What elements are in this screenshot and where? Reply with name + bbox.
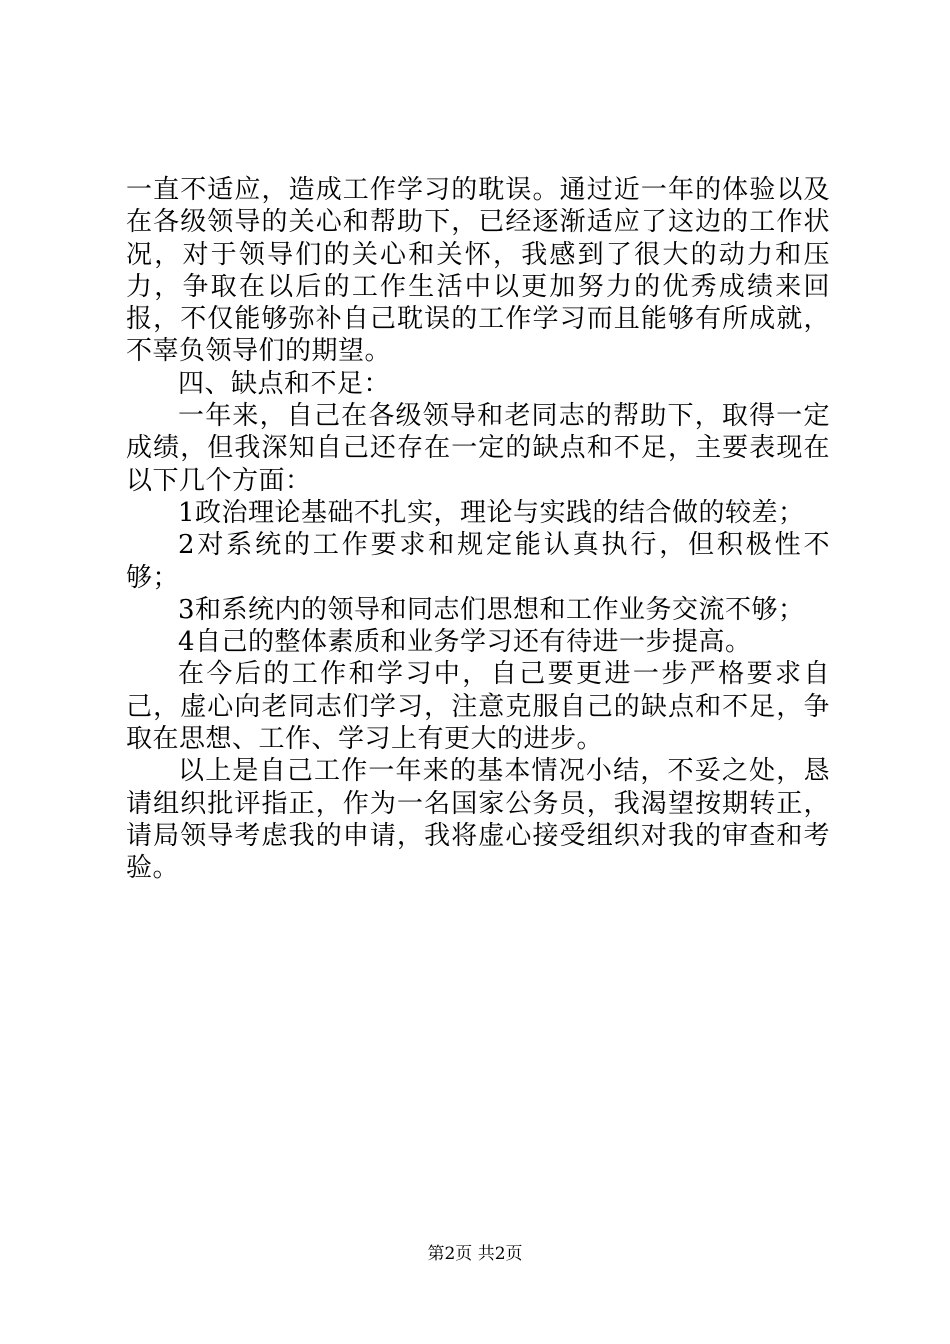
list-item-4: 4自己的整体素质和业务学习还有待进一步提高。 [178, 627, 752, 658]
section-heading-shortcomings: 四、缺点和不足： [178, 368, 391, 399]
list-item-2: 2对系统的工作要求和规定能认真执行，但积极性不够； [126, 530, 830, 593]
document-body [126, 174, 830, 885]
list-item-1: 1政治理论基础不扎实，理论与实践的结合做的较差； [178, 497, 805, 528]
paragraph-shortcomings-intro: 一年来，自己在各级领导和老同志的帮助下，取得一定成绩，但我深知自己还存在一定的缺点和不足，主要表现在以下几个方面： [126, 401, 830, 496]
paragraph-conclusion: 以上是自己工作一年来的基本情况小结，不妥之处，恳请组织批评指正，作为一名国家公务员，我渴望按期转正，请局领导考虑我的申请，我将虚心接受组织对我的审查和考验。 [126, 756, 830, 884]
paragraph-continued: 一直不适应，造成工作学习的耽误。通过近一年的体验以及在各级领导的关心和帮助下，已经逐渐适应了这边的工作状况，对于领导们的关心和关怀，我感到了很大的动力和压力，争取在以后的工作生活中以更加努力的优秀成绩来回报，不仅能够弥补自己耽误的工作学习而且能够有所成就，不辜负领导们的期望。 [126, 175, 830, 367]
paragraph-future-plan: 在今后的工作和学习中，自己要更进一步严格要求自己，虚心向老同志们学习，注意克服自己的缺点和不足，争取在思想、工作、学习上有更大的进步。 [126, 659, 830, 755]
list-item-3: 3和系统内的领导和同志们思想和工作业务交流不够； [178, 594, 805, 625]
page-number: 第2页 共2页 [427, 1244, 523, 1264]
